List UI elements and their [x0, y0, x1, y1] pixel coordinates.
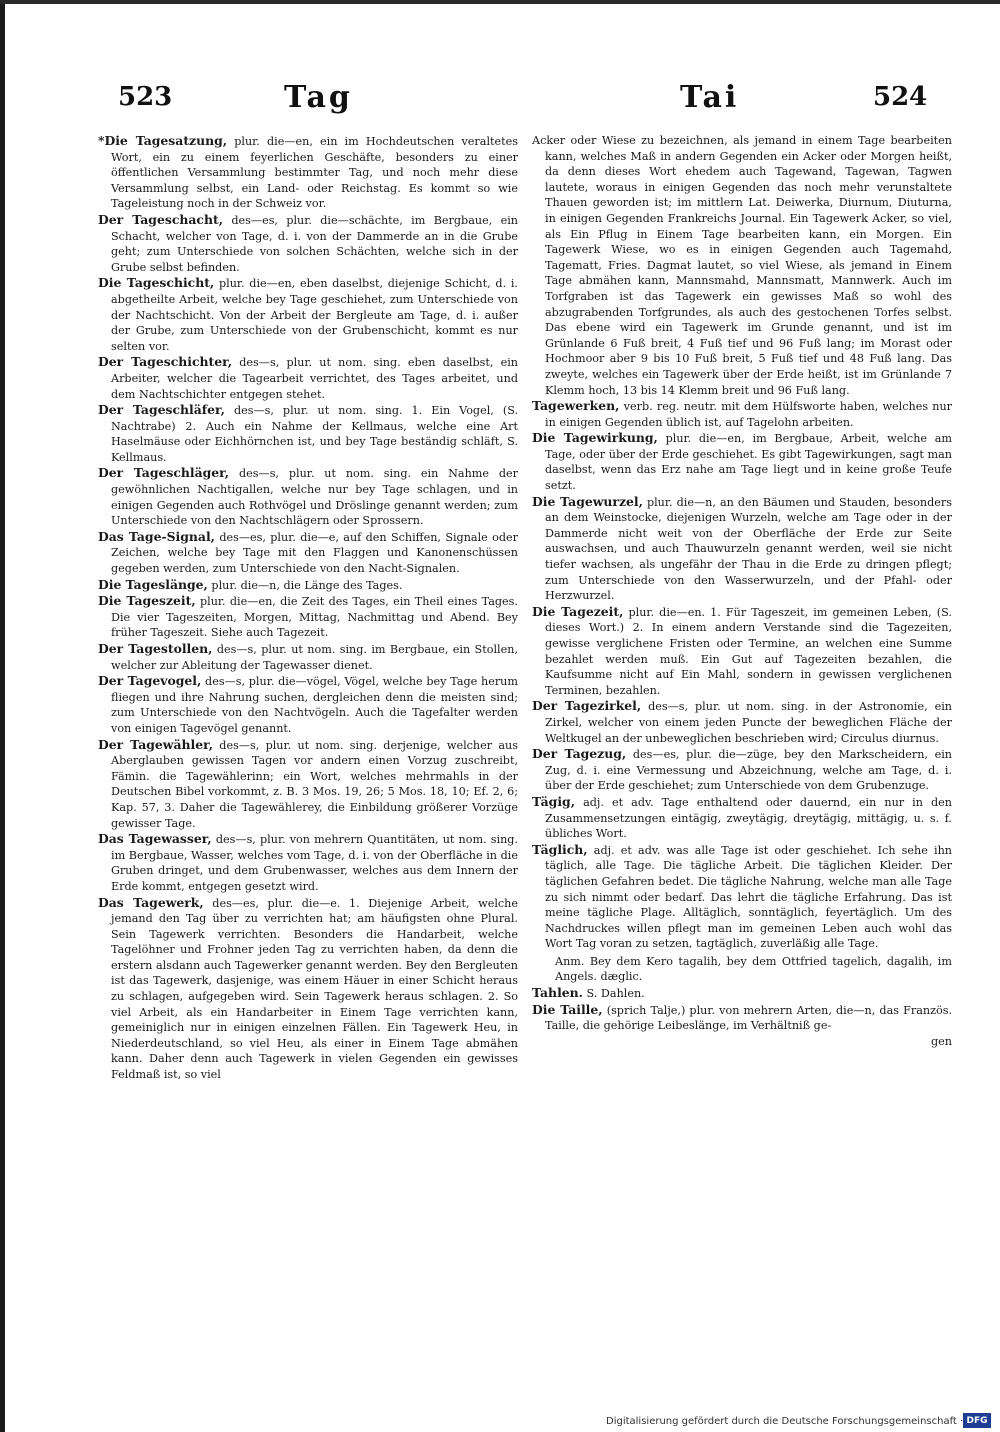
- digitization-credit: Digitalisierung gefördert durch die Deutsche Forschungsgemeinschaft ·: [606, 1416, 964, 1427]
- entry-text: des—es, plur. die—schächte, im Bergbaue, ein Schacht, welcher von Tage, d. i. von der Dammerde an in die Grube geht; zum Unterschiede von solchen Schächten, welche sich in der Grube selbst befinden.: [111, 213, 519, 274]
- entry-headword: Der Tagevogel,: [98, 673, 202, 689]
- dictionary-entry: [98, 402, 518, 465]
- page-number-right: 524: [873, 82, 928, 112]
- dfg-logo: DFG: [963, 1413, 991, 1428]
- dictionary-entry: [98, 831, 518, 894]
- entry-headword: Das Tage-Signal,: [98, 528, 215, 544]
- entry-headword: Tahlen.: [532, 985, 583, 1001]
- entry-text: verb. reg. neutr. mit dem Hülfsworte haben, welches nur in einigen Gegenden üblich ist, auf Tagelohn arbeiten.: [545, 400, 953, 429]
- dictionary-entry: [98, 673, 518, 736]
- entry-headword: Die Tageschicht,: [98, 275, 215, 291]
- entry-headword: Täglich,: [532, 841, 588, 857]
- running-head-left: Tag: [284, 80, 353, 115]
- entry-text: plur. die—n, an den Bäumen und Stauden, besonders an dem Weinstocke, diejenigen Wurzeln, welche am Tage oder in der Dammerde nicht weit von der Oberfläche der Erde zur Seite auswachsen, und auch Thauwurzeln genannt werden, weil sie nicht tiefer wachsen, als ungefähr der Thau in die Erde zu dringen pflegt; zum Unterschiede von den Wasserwurzeln, und der Pfahl- oder Herzwurzel.: [545, 495, 953, 603]
- running-head-right: Tai: [680, 80, 740, 115]
- dictionary-entry: [532, 746, 952, 794]
- entry-headword: Die Tageslänge,: [98, 576, 208, 592]
- entry-text: des—es, plur. die—e, auf den Schiffen, Signale oder Zeichen, welche bey Tage mit den Flaggen und Kanonenschüssen gegeben werden, zum Unterschiede von den Nacht-Signalen.: [111, 530, 518, 576]
- entry-text: des—es, plur. die—züge, bey den Markscheidern, ein Zug, d. i. eine Vermessung und Abzeichnung, welche am Tage, d. i. über der Erde geschiehet; zum Unterschiede von dem Grubenzuge.: [545, 748, 953, 793]
- entry-text: (sprich Talje,) plur. von mehrern Arten, die—n, das Französ. Taille, die gehörige Leibeslänge, im Verhältniß ge-: [545, 1003, 953, 1033]
- dictionary-entry: [98, 895, 518, 1083]
- entry-text: Anm. Bey dem Kero tagalih, bey dem Ottfried tagelich, dagalih, im Angels. dæglic.: [555, 954, 952, 984]
- dictionary-entry: [98, 577, 518, 594]
- annotation-note: [542, 954, 952, 985]
- scan-edge-left: [0, 0, 5, 1432]
- entry-text: plur. die—en, eben daselbst, diejenige Schicht, d. i. abgetheilte Arbeit, welche bey Tage geschiehet, zum Unterschiede von der Nachtschicht. Von der Arbeit der Bergleute am Tage, d. i. außer der Grube, zum Unterschiede von der Grubenschicht, kommt es nur selten vor.: [111, 277, 518, 353]
- entry-text: des—es, plur. die—e. 1. Diejenige Arbeit, welche jemand den Tag über zu verrichten hat; am häufigsten ohne Plural. Sein Tagewerk verrichten. Besonders die Handarbeit, welche Tagelöhner und Frohner jeden Tag zu verrichten haben, da denn die erstern alsdann auch Tagewerker genannt werden. Bey den Bergleuten ist das Tagewerk, dasjenige, was einem Häuer in einer Schicht heraus zu schlagen, aufgegeben wird. Sein Tagewerk heraus schlagen. 2. So viel Arbeit, als ein Handarbeiter in Einem Tage verrichten kann, gemeiniglich nur in einigen einzelnen Fällen. Ein Tagewerk Heu, in Niederdeutschland, so viel Heu, als einer in Einem Tage abmähen kann. Daher denn auch Tagewerk in vielen Gegenden ein gewisses Feldmaß ist, so viel: [111, 896, 518, 1082]
- entry-text: plur. die—en. 1. Für Tageszeit, im gemeinen Leben, (S. dieses Wort.) 2. In einem andern Verstande sind die Tagezeiten, gewisse verglichene Fristen oder Termine, an welchen eine Summe bezahlet werden muß. Ein Gut auf Tagezeiten bezahlen, die Kaufsumme nicht auf Ein Mahl, sondern in gewissen verglichenen Terminen, bezahlen.: [545, 605, 952, 697]
- entry-text: des—s, plur. ut nom. sing. derjenige, welcher aus Aberglauben gewissen Tagen vor andern einen Vorzug zuschreibt, Fämin. die Tagewählerinn; ein Wort, welches mehrmahls in der Deutschen Bibel vorkommt, z. B. 3 Mos. 19, 26; 5 Mos. 18, 10; Ef. 2, 6; Kap. 57, 3. Daher die Tagewählerey, die Einbildung größerer Vorzüge gewisser Tage.: [111, 738, 518, 830]
- entry-headword: *Die Tagesatzung,: [98, 133, 228, 148]
- entry-headword: Tägig,: [532, 793, 576, 809]
- entry-headword: Der Tageschichter,: [98, 354, 233, 370]
- entry-text: des—s, plur. von mehrern Quantitäten, ut nom. sing. im Bergbaue, Wasser, welches vom Tage, d. i. von der Oberfläche in die Gruben dringet, und dem Grubenwasser, welches aus dem Innern der Erde kommt, entgegen gesetzt wird.: [111, 833, 519, 893]
- entry-headword: Der Tageschläfer,: [98, 402, 225, 418]
- dictionary-entry: [532, 842, 952, 952]
- entry-headword: Der Tageschacht,: [98, 211, 224, 227]
- dictionary-entry: [532, 794, 952, 842]
- dictionary-entry: [98, 737, 518, 832]
- left-column: [98, 133, 518, 1083]
- entry-headword: Tagewerken,: [532, 398, 620, 414]
- entry-headword: Die Tageszeit,: [98, 593, 196, 609]
- dictionary-entry: [532, 398, 952, 430]
- entry-text: des—s, plur. ut nom. sing. ein Nahme der gewöhnlichen Nachtigallen, welche nur bey Tage schlagen, und in einigen Gegenden auch Rothvögel und Dröslinge genannt werden; zum Unterschiede von den Nachtschlägern oder Sprossern.: [111, 467, 518, 528]
- entry-headword: Das Tagewasser,: [98, 831, 212, 847]
- entry-text: Acker oder Wiese zu bezeichnen, als jemand in einem Tage bearbeiten kann, welches Maß in andern Gegenden ein Acker oder Morgen heißt, da denn dieses Wort ehedem auch Tagewand, Tagewan, Tagwen lautete, woraus in einigen Gegenden das noch mehr verunstaltete Thauen geworden ist; im mittlern Lat. Deiwerka, Diurnum, Diuturna, in einigen Gegenden Frankreichs Journal. Ein Tagewerk Acker, so viel, als Ein Pflug in Einem Tage bearbeiten kann, ein Morgen. Ein Tagewerk Wiese, wo es in einigen Gegenden auch Tagemahd, Tagematt, Fries. Dagmat lautet, so viel Wiese, als jemand in Einem Tage abmähen kann, Mannsmahd, Mannsmatt, Mannwerk. Auch im Torfgraben ist das Tagewerk ein gewisses Maß so wohl des abzugrabenden Torfgrundes, als auch des gestochenen Torfes selbst. Das ebene wird ein Tagewerk im Grunde genannt, und ist im Grünlande 6 Fuß breit, 4 Fuß tief und 96 Fuß lang; im Morast oder Hochmoor aber 9 bis 10 Fuß breit, 5 Fuß tief und 48 Fuß lang. Das zweyte, welches ein Tagewerk über der Erde heißt, ist im Grünlande 7 Klemm hoch, 13 bis 14 Klemm breit und 96 Fuß lang.: [532, 134, 952, 397]
- entry-text: des—s, plur. ut nom. sing. in der Astronomie, ein Zirkel, welcher von einem jeden Puncte der beweglichen Fläche der Weltkugel an der unbeweglichen beschrieben wird; Circulus diurnus.: [545, 700, 952, 745]
- dictionary-entry: [532, 430, 952, 493]
- dictionary-entry: [98, 354, 518, 402]
- entry-headword: Der Tagezirkel,: [532, 698, 642, 714]
- dictionary-entry: [532, 985, 952, 1002]
- entry-headword: Der Tagewähler,: [98, 736, 214, 752]
- entry-text: adj. et adv. Tage enthaltend oder dauernd, ein nur in den Zusammensetzungen eintägig, zweytägig, dreytägig, mittägig, u. s. f. übliches Wort.: [545, 795, 952, 841]
- entry-headword: Der Tagezug,: [532, 746, 627, 762]
- dictionary-entry: [532, 133, 952, 398]
- entry-headword: Die Tagewurzel,: [532, 493, 643, 509]
- dictionary-entry: [532, 698, 952, 746]
- entry-text: des—s, plur. ut nom. sing. im Bergbaue, ein Stollen, welcher zur Ableitung der Tagewasser dienet.: [111, 643, 518, 672]
- entry-headword: Die Tagewirkung,: [532, 430, 658, 446]
- scan-edge-top: [0, 0, 1000, 4]
- entry-headword: Das Tagewerk,: [98, 894, 204, 910]
- dictionary-entry: [98, 212, 518, 275]
- dictionary-entry: [98, 465, 518, 528]
- entry-text: plur. die—n, die Länge des Tages.: [211, 578, 403, 592]
- entry-text: plur. die—en, die Zeit des Tages, ein Theil eines Tages. Die vier Tageszeiten, Morgen, Mittag, Nachmittag und Abend. Bey früher Tageszeit. Siehe auch Tagezeit.: [111, 595, 518, 640]
- dictionary-entry: [532, 604, 952, 699]
- entry-text: S. Dahlen.: [586, 987, 645, 1001]
- right-column: [532, 133, 952, 1049]
- entry-text: des—s, plur. ut nom. sing. eben daselbst, ein Arbeiter, welcher die Tagearbeit verrichtet, des Tages arbeitet, und dem Nachtschichter entgegen stehet.: [111, 356, 519, 401]
- entry-headword: Der Tagestollen,: [98, 641, 213, 656]
- dictionary-entry: [98, 593, 518, 641]
- dictionary-entry: [532, 1002, 952, 1034]
- page-number-left: 523: [118, 82, 173, 112]
- entry-text: des—s, plur. ut nom. sing. 1. Ein Vogel, (S. Nachtrabe) 2. Auch ein Nahme der Kellmaus, welche eine Art Haselmäuse oder Eichhörnchen ist, und bey Tage beständig schläft, S. Kellmaus.: [111, 404, 519, 464]
- entry-headword: Der Tageschläger,: [98, 465, 230, 481]
- entry-headword: Die Tagezeit,: [532, 603, 624, 619]
- dictionary-entry: [98, 275, 518, 354]
- catchword: gen: [931, 1034, 952, 1048]
- entry-text: plur. die—en, im Bergbaue, Arbeit, welche am Tage, oder über der Erde geschiehet. Es gibt Tagewirkungen, sagt man daselbst, wenn das Erz nahe am Tage liegt und in keine große Teufe setzt.: [545, 432, 952, 493]
- entry-text: plur. die—en, ein im Hochdeutschen veraltetes Wort, ein zu einem feyerlichen Geschäfte, besonders zu einer öffentlichen Versammlung bestimmter Tag, und noch mehr diese Versammlung selbst, ein Land- oder Reichstag. Es kommt so wie Tageleistung noch in der Schweiz vor.: [111, 135, 519, 211]
- dictionary-entry: [532, 494, 952, 604]
- entry-headword: Die Taille,: [532, 1001, 603, 1017]
- entry-text: adj. et adv. was alle Tage ist oder geschiehet. Ich sehe ihn täglich, alle Tage. Die tägliche Arbeit. Die täglichen Kleider. Der täglichen Gefahren bedet. Die tägliche Nahrung, welche man alle Tage zu sich nimmt oder bedarf. Das lehrt die tägliche Erfahrung. Das ist meine tägliche Plage. Alltäglich, sonntäglich, feyertäglich. Um des Nachdruckes willen pflegt man im gemeinen Leben auch wohl das Wort Tag voran zu setzen, tagtäglich, zuverläßig alle Tage.: [545, 843, 952, 951]
- dictionary-entry: [98, 133, 518, 212]
- dictionary-entry: [98, 529, 518, 577]
- dictionary-entry: [98, 641, 518, 673]
- entry-text: des—s, plur. die—vögel, Vögel, welche bey Tage herum fliegen und ihre Nahrung suchen, dergleichen denn die meisten sind; zum Unterschiede von den Nachtvögeln. Auch die Tagefalter werden von einigen Tagevögel genannt.: [111, 675, 518, 735]
